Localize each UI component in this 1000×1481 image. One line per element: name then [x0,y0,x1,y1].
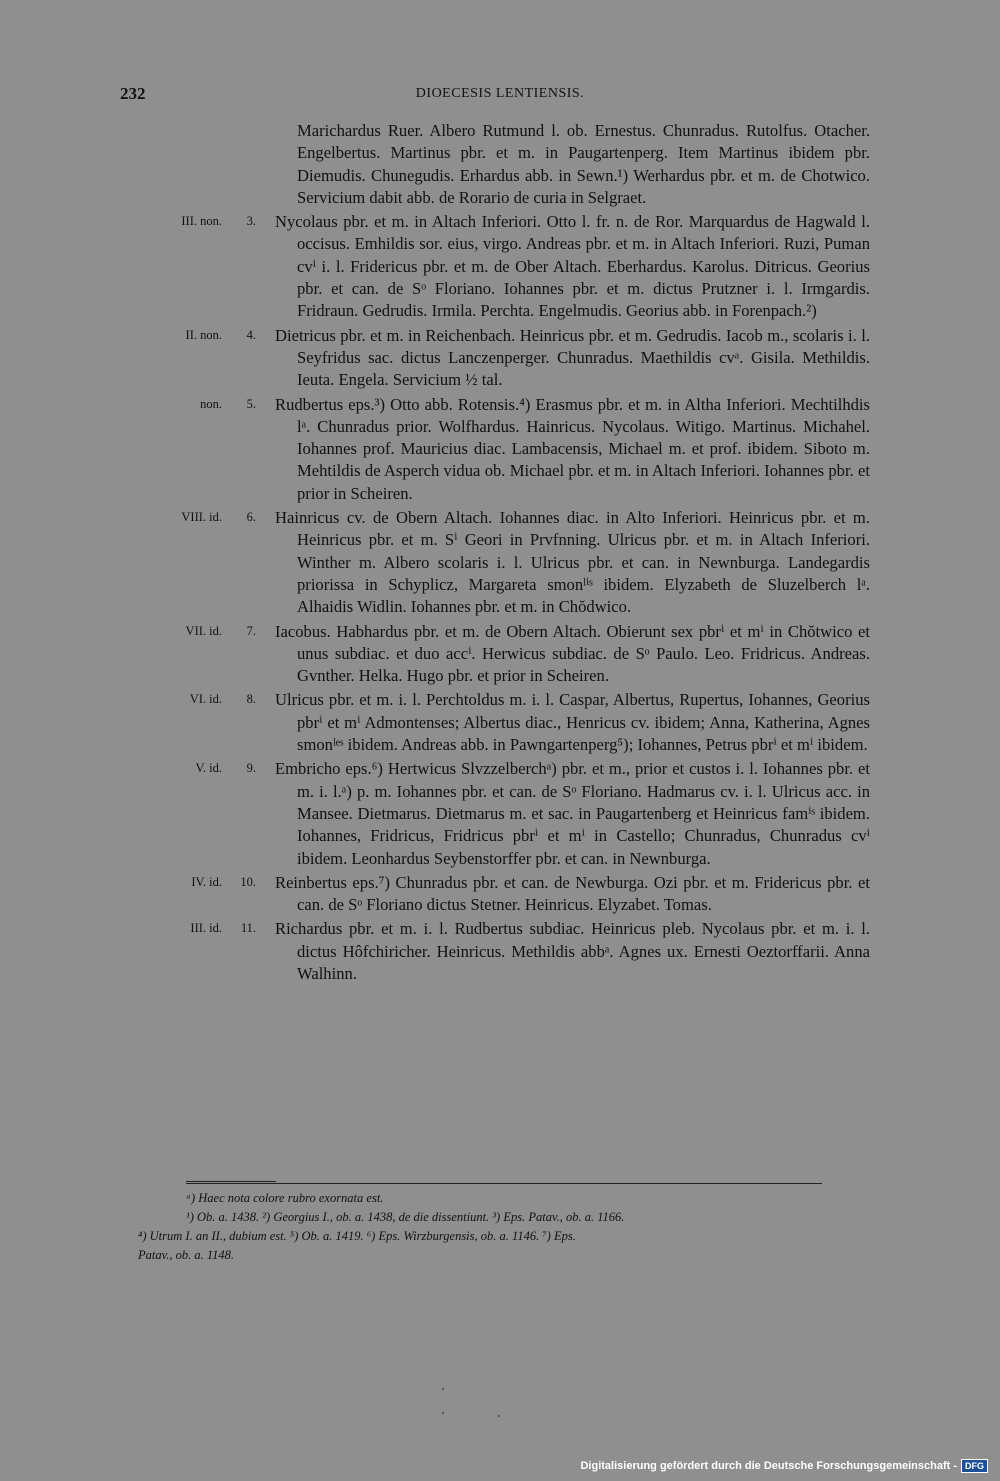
scan-speck [442,1412,444,1414]
entry-text: Iacobus. Habhardus pbr. et m. de Obern Altach. Obierunt sex pbrⁱ et mⁱ in Chŏtwico et unus subdiac. et duo accⁱ. Herwicus subdiac. de Sᵒ Paulo. Leo. Fridricus. Andreas. Gvnther. Helka. Hugo pbr. et prior in Scheiren. [275,621,870,686]
entry-text: Ulricus pbr. et m. i. l. Perchtoldus m. i. l. Caspar, Albertus, Rupertus, Iohannes, Georius pbrⁱ et mⁱ Admontenses; Albertus diac., Henricus cv. ibidem; Anna, Katherina, Agnes smonˡᵉˢ ibidem. Andreas abb. in Pawngartenperg⁵); Iohannes, Petrus pbrⁱ et mⁱ ibidem. [275,690,870,755]
page-number: 232 [120,84,146,103]
entry [130,325,870,392]
entry-text: Reinbertus eps.⁷) Chunradus pbr. et can. de Newburga. Ozi pbr. et m. Fridericus pbr. et can. de Sᵒ Floriano dictus Stetner. Heinricus. Elyzabet. Tomas. [275,872,870,915]
entry-text: Embricho eps.⁶) Hertwicus Slvzzelberchᵃ) pbr. et m., prior et custos i. l. Iohannes pbr. et m. i. l.ᵃ) p. m. Iohannes pbr. et can. de Sᵒ Floriano. Hadmarus cv. i. l. Ulricus acc. in Mansee. Dietmarus. Dietmarus m. et sac. in Paugartenberg et Heinricus famⁱˢ ibidem. Iohannes, Fridricus, Fridricus pbrⁱ et mⁱ in Castello; Chunradus, Chunradus cvⁱ ibidem. Leonhardus Seybenstorffer pbr. et can. in Newnburga. [275,759,870,868]
entry-date: IV. id. [191,874,222,889]
entry-date: III. non. [181,214,222,229]
dfg-footer [580,1459,988,1473]
entry-number: 8. [246,692,256,707]
running-title: DIOECESIS LENTIENSIS. [415,86,585,101]
scan-speck [442,1388,444,1390]
scan-speck [498,1415,500,1417]
entry-continuation [130,120,870,209]
entry-date: VII. id. [185,623,222,638]
entry-text: Marichardus Ruer. Albero Rutmund l. ob. Ernestus. Chunradus. Rutolfus. Otacher. Engelbertus. Martinus pbr. et m. in Paugartenperg. Item Martinus ibidem pbr. Diemudis. Chunegudis. Erhardus abb. in Sewn.¹) Werhardus pbr. et m. de Chotwico. Servicium dabit abb. de Rorario de curia in Selgraet. [297,121,870,207]
entry-number: 5. [246,396,256,411]
entry-number: 10. [240,874,256,889]
necrology-entries [130,120,870,987]
entry [130,689,870,756]
footnote-a: ᵃ) Haec nota colore rubro exornata est. [186,1191,384,1205]
entry-date: VI. id. [189,692,222,707]
entry [130,621,870,688]
dfg-logo: DFG [961,1459,988,1473]
entry-date: II. non. [185,327,222,342]
footnote-rule-short [186,1181,276,1182]
entry [130,394,870,505]
entry-text: Richardus pbr. et m. i. l. Rudbertus subdiac. Heinricus pleb. Nycolaus pbr. et m. i. l. dictus Hôfchiricher. Heinricus. Methildis abbᵃ. Agnes ux. Ernesti Oeztorffarii. Anna Walhinn. [275,919,870,983]
footnote-line: ⁴) Utrum I. an II., dubium est. ⁵) Ob. a. 1419. ⁶) Eps. Wirzburgensis, ob. a. 1146. ⁷) Eps. [138,1229,576,1243]
footnote-rule [186,1183,822,1184]
entry-number: 9. [246,761,256,776]
entry-number: 7. [246,623,256,638]
entry [130,758,870,869]
footnote-line: Patav., ob. a. 1148. [138,1248,235,1262]
entry [130,211,870,322]
entry-date: non. [200,396,222,411]
footnote-line: ¹) Ob. a. 1438. ²) Georgius I., ob. a. 1438, de die dissentiunt. ³) Eps. Patav., ob. a. 1166. [186,1210,625,1224]
entry-date: III. id. [190,921,222,936]
entry-number: 11. [240,921,256,936]
page-header [120,84,880,108]
entry [130,507,870,618]
entry [130,918,870,985]
entry-text: Hainricus cv. de Obern Altach. Iohannes diac. in Alto Inferiori. Heinricus pbr. et m. Heinricus pbr. et m. Sⁱ Geori in Prvfnning. Ulricus pbr. et m. in Altach Inferiori. Winther m. Albero scolaris i. l. Ulricus pbr. et can. in Newnburga. Landegardis priorissa in Schyplicz, Margareta smonˡⁱˢ ibidem. Elyzabeth de Sluzelberch lᵃ. Alhaidis Widlin. Iohannes pbr. et m. in Chŏdwico. [275,508,870,617]
dfg-footer-text: Digitalisierung gefördert durch die Deutsche Forschungsgemeinschaft - [580,1460,957,1472]
entry-date: VIII. id. [181,510,222,525]
entry [130,872,870,917]
entry-text: Dietricus pbr. et m. in Reichenbach. Heinricus pbr. et m. Gedrudis. Iacob m., scolaris i. l. Seyfridus sac. dictus Lanczenperger. Chunradus. Maethildis cvᵃ. Gisila. Methildis. Ieuta. Engela. Servicium ½ tal. [275,325,870,390]
entry-date: V. id. [195,761,222,776]
entry-number: 4. [246,327,256,342]
entry-number: 6. [246,510,256,525]
entry-text: Rudbertus eps.³) Otto abb. Rotensis.⁴) Erasmus pbr. et m. in Altha Inferiori. Mechtilhdis lᵃ. Chunradus prior. Wolfhardus. Hainricus. Nycolaus. Witigo. Martinus. Michahel. Iohannes prof. Mauricius diac. Lambacensis, Michael m. et prof. ibidem. Siboto m. Mehtildis de Asperch vidua ob. Michael pbr. et m. in Altach Inferiori. Iohannes pbr. et prior in Scheiren. [275,394,870,503]
footnotes [138,1189,870,1265]
entry-number: 3. [246,214,256,229]
entry-text: Nycolaus pbr. et m. in Altach Inferiori. Otto l. fr. n. de Ror. Marquardus de Hagwald l. occisus. Emhildis sor. eius, virgo. Andreas pbr. et m. in Altach Inferiori. Ruzi, Puman cvⁱ i. l. Fridericus pbr. et m. de Ober Altach. Eberhardus. Karolus. Ditricus. Georius pbr. et can. de Sᵒ Floriano. Iohannes pbr. et m. dictus Prutzner i. l. Irmgardis. Fridraun. Gedrudis. Irmila. Perchta. Engelmudis. Georius abb. in Forenpach.²) [275,212,870,321]
